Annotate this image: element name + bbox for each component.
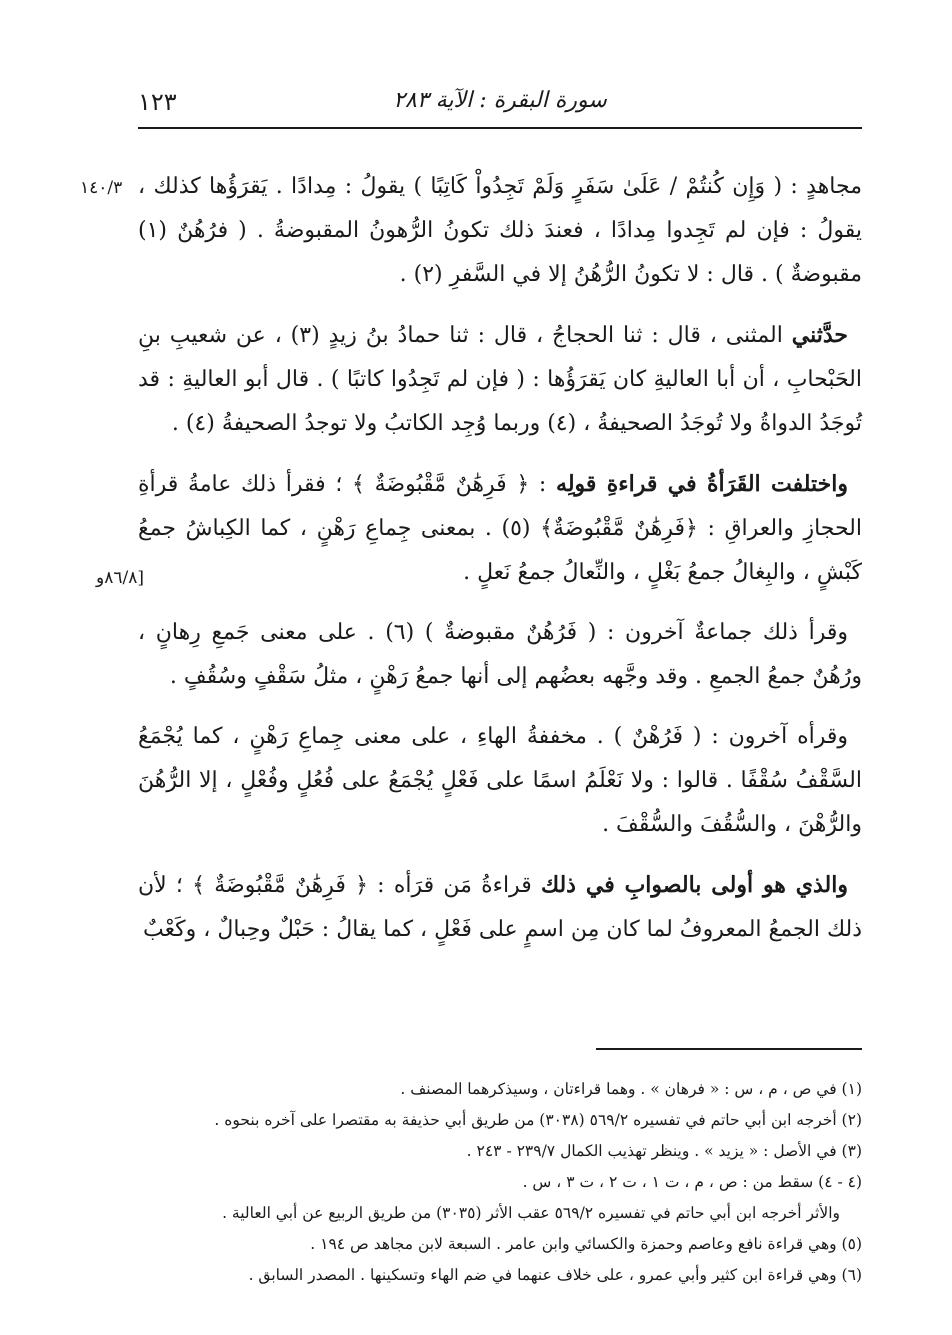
page-header xyxy=(138,84,862,124)
paragraph-body: قراءةُ مَن قرَأه : ﴿ فَرِهَٰنٌ مَّقْبُوضَةٌ ﴾ ؛ لأن ذلك الجمعُ المعروفُ لما كان مِن اسمٍ على فَعْلٍ ، كما يقالُ : حَبْلٌ وحِبالٌ ، وكَعْبٌ xyxy=(138,873,862,942)
footnote: (٦) وهي قراءة ابن كثير وأبي عمرو ، على خلاف عنهما في ضم الهاء وتسكينها . المصدر السابق . xyxy=(248,1266,862,1284)
paragraph: وقرأه آخرون : ( فَرُهْنٌ ) . مخففةُ الهاءِ ، على معنى جِماعِ رَهْنٍ ، كما يُجْمَعُ السَّقْفُ سُقْفًا . قالوا : ولا نَعْلَمُ اسمًا على فَعْلٍ يُجْمَعُ على فُعُلٍ وفُعْلٍ ، إلا الرُّهُنَ والرُّهْنَ ، والسُّقُفَ والسُّقْفَ . xyxy=(138,724,862,837)
footnote: (٤ - ٤) سقط من : ص ، م ، ت ١ ، ت ٢ ، ت ٣ ، س . xyxy=(522,1173,862,1191)
footnote: (٣) في الأصل : « يزيد » . وينظر تهذيب الكمال ٢٣٩/٧ - ٢٤٣ . xyxy=(466,1142,862,1160)
paragraph-lead: والذي هو أولى بالصوابِ في ذلك xyxy=(540,872,848,898)
paragraph-body: : ﴿ فَرِهَٰنٌ مَّقْبُوضَةٌ ﴾ ؛ فقرأ ذلك عامةُ قرأةِ الحجازِ والعراقِ : ﴿فَرِهَٰنٌ مَّقْبُوضَةٌ﴾ (٥) . بمعنى جِماعِ رَهْنٍ ، كما الكِباشُ جمعُ كَبْشٍ ، والبِغالُ جمعُ بَغْلٍ ، والنِّعالُ جمعُ نَعلٍ . xyxy=(138,472,862,585)
paragraph: وقرأ ذلك جماعةٌ آخرون : ( فَرُهُنٌ مقبوضةٌ ) (٦) . على معنى جَمعِ رِهانٍ ، ورُهُنٌ جمعُ الجمعِ . وقد وجَّهه بعضُهم إلى أنها جمعُ رَهْنٍ ، مثلُ سَقْفٍ وسُقُفٍ . xyxy=(138,620,862,689)
margin-reference: ١٤٠/٣ xyxy=(80,178,123,198)
footnote-continuation: والأثر أخرجه ابن أبي حاتم في تفسيره ٥٦٩/٢ عقب الأثر (٣٠٣٥) من طريق الربيع عن أبي العالية . xyxy=(222,1204,840,1222)
paragraph-lead: حدَّثني xyxy=(791,322,848,348)
main-text xyxy=(138,165,862,968)
header-rule xyxy=(138,127,862,129)
paragraph xyxy=(138,462,862,595)
paragraph-body: المثنى ، قال : ثنا الحجاجُ ، قال : ثنا حمادُ بنُ زيدٍ (٣) ، عن شعيبِ بنِ الحَبْحابِ ، أن أبا العاليةِ كان يَقرَؤُها : ( فإن لم تَجِدُوا كاتبًا ) . قال أبو العاليةِ : قد تُوجَدُ الدواةُ ولا تُوجَدُ الصحيفةُ ، (٤) وربما وُجِد الكاتبُ ولا توجدُ الصحيفةُ (٤) . xyxy=(138,323,862,436)
footnote: (٢) أخرجه ابن أبي حاتم في تفسيره ٥٦٩/٢ (٣٠٣٨) من طريق أبي حذيفة به مقتصرا على آخره بنحوه . xyxy=(214,1111,862,1129)
paragraph: مجاهدٍ : ( وَإِن كُنتُمْ / عَلَىٰ سَفَرٍ وَلَمْ تَجِدُواْ كَاتِبًا ) يقولُ : مِدادًا . يَقرَؤُها كذلك ، يقولُ : فإن لم تَجِدوا مِدادًا ، فعندَ ذلك تكونُ الرُّهونُ المقبوضةُ . ( فرُهُنٌ (١) مقبوضةٌ ) . قال : لا تكونُ الرُّهُنُ إلا في السَّفرِ (٢) . xyxy=(138,174,862,287)
paragraph-lead: واختلفت القَرَأةُ في قراءةِ قولِه xyxy=(556,471,848,497)
footnote-rule xyxy=(596,1048,862,1050)
running-title: سورة البقرة : الآية ٢٨٣ xyxy=(393,88,607,113)
paragraph xyxy=(138,863,862,952)
footnotes xyxy=(138,1074,862,1291)
page-number: ١٢٣ xyxy=(138,88,177,116)
paragraph xyxy=(138,313,862,446)
footnote: (١) في ص ، م ، س : « فرهان » . وهما قراءتان ، وسيذكرهما المصنف . xyxy=(400,1080,862,1098)
margin-reference: [٨٦/٨و xyxy=(96,568,144,588)
footnote: (٥) وهي قراءة نافع وعاصم وحمزة والكسائي وابن عامر . السبعة لابن مجاهد ص ١٩٤ . xyxy=(310,1235,862,1253)
